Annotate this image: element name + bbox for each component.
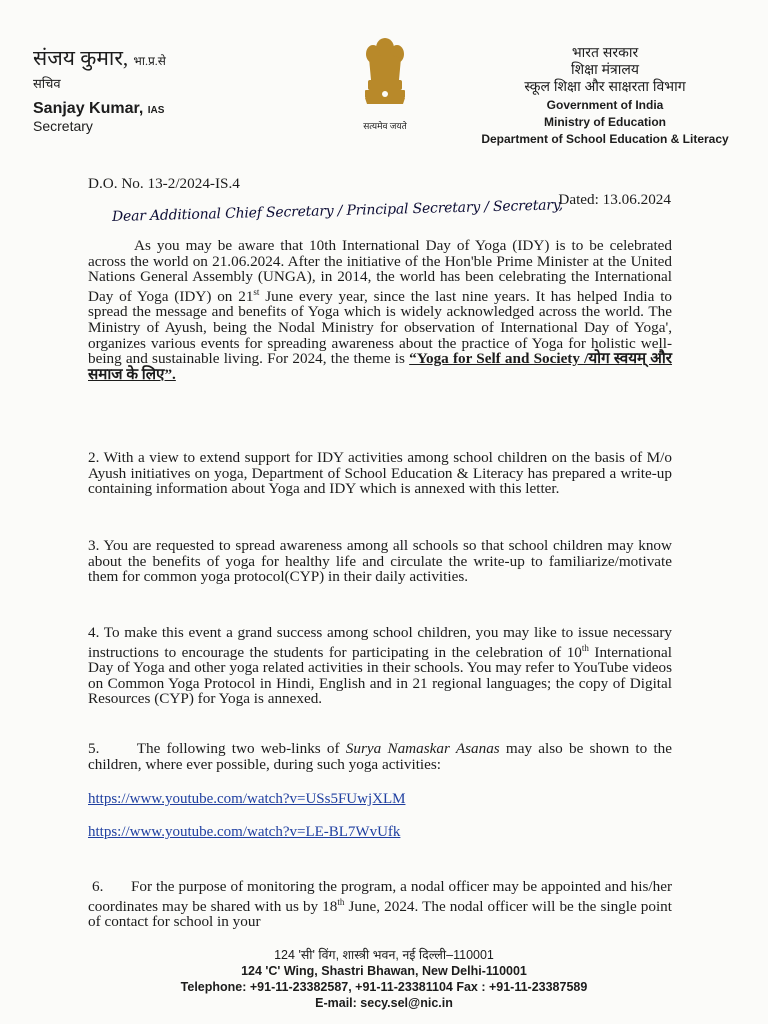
department-block (470, 44, 740, 148)
national-emblem-icon (359, 34, 411, 116)
paragraph-2: 2. With a view to extend support for IDY activities among school children on the basis of M/o Ayush initiatives on yoga, Department of School Education & Literacy has prepared a write-up containing information about Yoga and IDY which is annexed with this letter. (88, 449, 672, 498)
dept-hindi-line-3: स्कूल शिक्षा और साक्षरता विभाग (524, 78, 686, 94)
footer-address (0, 947, 768, 1011)
sender-name-english: Sanjay Kumar, IAS (33, 100, 165, 117)
youtube-link-2[interactable]: https://www.youtube.com/watch?v=LE-BL7WvUfk (88, 824, 401, 840)
paragraph-6: 6. For the purpose of monitoring the program, a nodal officer may be appointed and his/her coordinates may be shared with us by 18th June, 2024. The nodal officer will be the single point of contact for school in your (88, 878, 673, 931)
surya-namaskar-text: Surya Namaskar Asanas (345, 740, 500, 757)
sender-role-english: Secretary (33, 118, 93, 134)
sender-title-hindi: भा.प्र.से (133, 54, 166, 68)
dept-hindi-line-2: शिक्षा मंत्रालय (570, 61, 640, 77)
footer-email: E-mail: secy.sel@nic.in (315, 996, 453, 1010)
dept-english-line-2: Ministry of Education (543, 115, 666, 129)
dept-english-line-3: Department of School Education & Literacy (481, 132, 729, 146)
paragraph-1: As you may be aware that 10th International Day of Yoga (IDY) is to be celebrated across the world on 21.06.2024. After the initiative of the Hon'ble Prime Minister at the United Nations General Assembly (UNGA), in 2014, the world has been celebrating the International Day of Yoga (IDY) on 21st June every year, since the last nine years. It has helped India to spread the message and benefits of Yoga which is widely acknowledged across the world. The Ministry of Ayush, being the Nodal Ministry for observation of International Day of Yoga', organizes various events for spreading awareness about the practice of Yoga for holistic well-being and sustainable living. For 2024, the theme is “Yoga for Self and Society /योग स्वयम् और समाज के लिए”. (88, 237, 673, 383)
sender-block (33, 44, 166, 134)
sender-title-english: IAS (147, 105, 165, 116)
footer-address-english: 124 'C' Wing, Shastri Bhawan, New Delhi-110001 (241, 964, 527, 978)
sender-name-hindi: संजय कुमार, भा.प्र.से (33, 46, 166, 70)
paragraph-3: 3. You are requested to spread awareness among all schools so that school children may know about the benefits of yoga for healthy life and circulate the write-up to familiarize/motivate them for common yoga protocol(CYP) in their daily activities. (88, 537, 672, 586)
footer-telephone: Telephone: +91-11-23382587, +91-11-23381104 Fax : +91-11-23387589 (180, 980, 588, 994)
letter-date: Dated: 13.06.2024 (558, 191, 671, 208)
national-emblem (355, 34, 415, 132)
emblem-motto: सत्यमेव जयते (363, 121, 407, 131)
paragraph-5: 5. The following two web-links of Surya Namaskar Asanas may also be shown to the children, where ever possible, during such yoga activities: (88, 740, 672, 773)
handwritten-salutation: Dear Additional Chief Secretary / Principal Secretary / Secretary, (111, 197, 564, 225)
youtube-link-1[interactable]: https://www.youtube.com/watch?v=USs5FUwjXLM (88, 791, 406, 807)
yoga-theme: “Yoga for Self and Society /योग स्वयम् और समाज के लिए”. (88, 350, 673, 383)
footer-address-hindi: 124 'सी' विंग, शास्त्री भवन, नई दिल्ली–110001 (274, 948, 494, 962)
dept-english-line-1: Government of India (546, 98, 664, 112)
paragraph-4: 4. To make this event a grand success among school children, you may like to issue necessary instructions to encourage the students for participating in the celebration of 10th International Day of Yoga and other yoga related activities in their schools. You may refer to YouTube videos on Common Yoga Protocol in Hindi, English and in 21 regional languages; the copy of Digital Resources (CYP) for Yoga is annexed. (88, 624, 672, 708)
do-number: D.O. No. 13-2/2024-IS.4 (88, 175, 240, 192)
dept-hindi-line-1: भारत सरकार (571, 44, 639, 60)
sender-role-hindi: सचिव (33, 76, 61, 91)
